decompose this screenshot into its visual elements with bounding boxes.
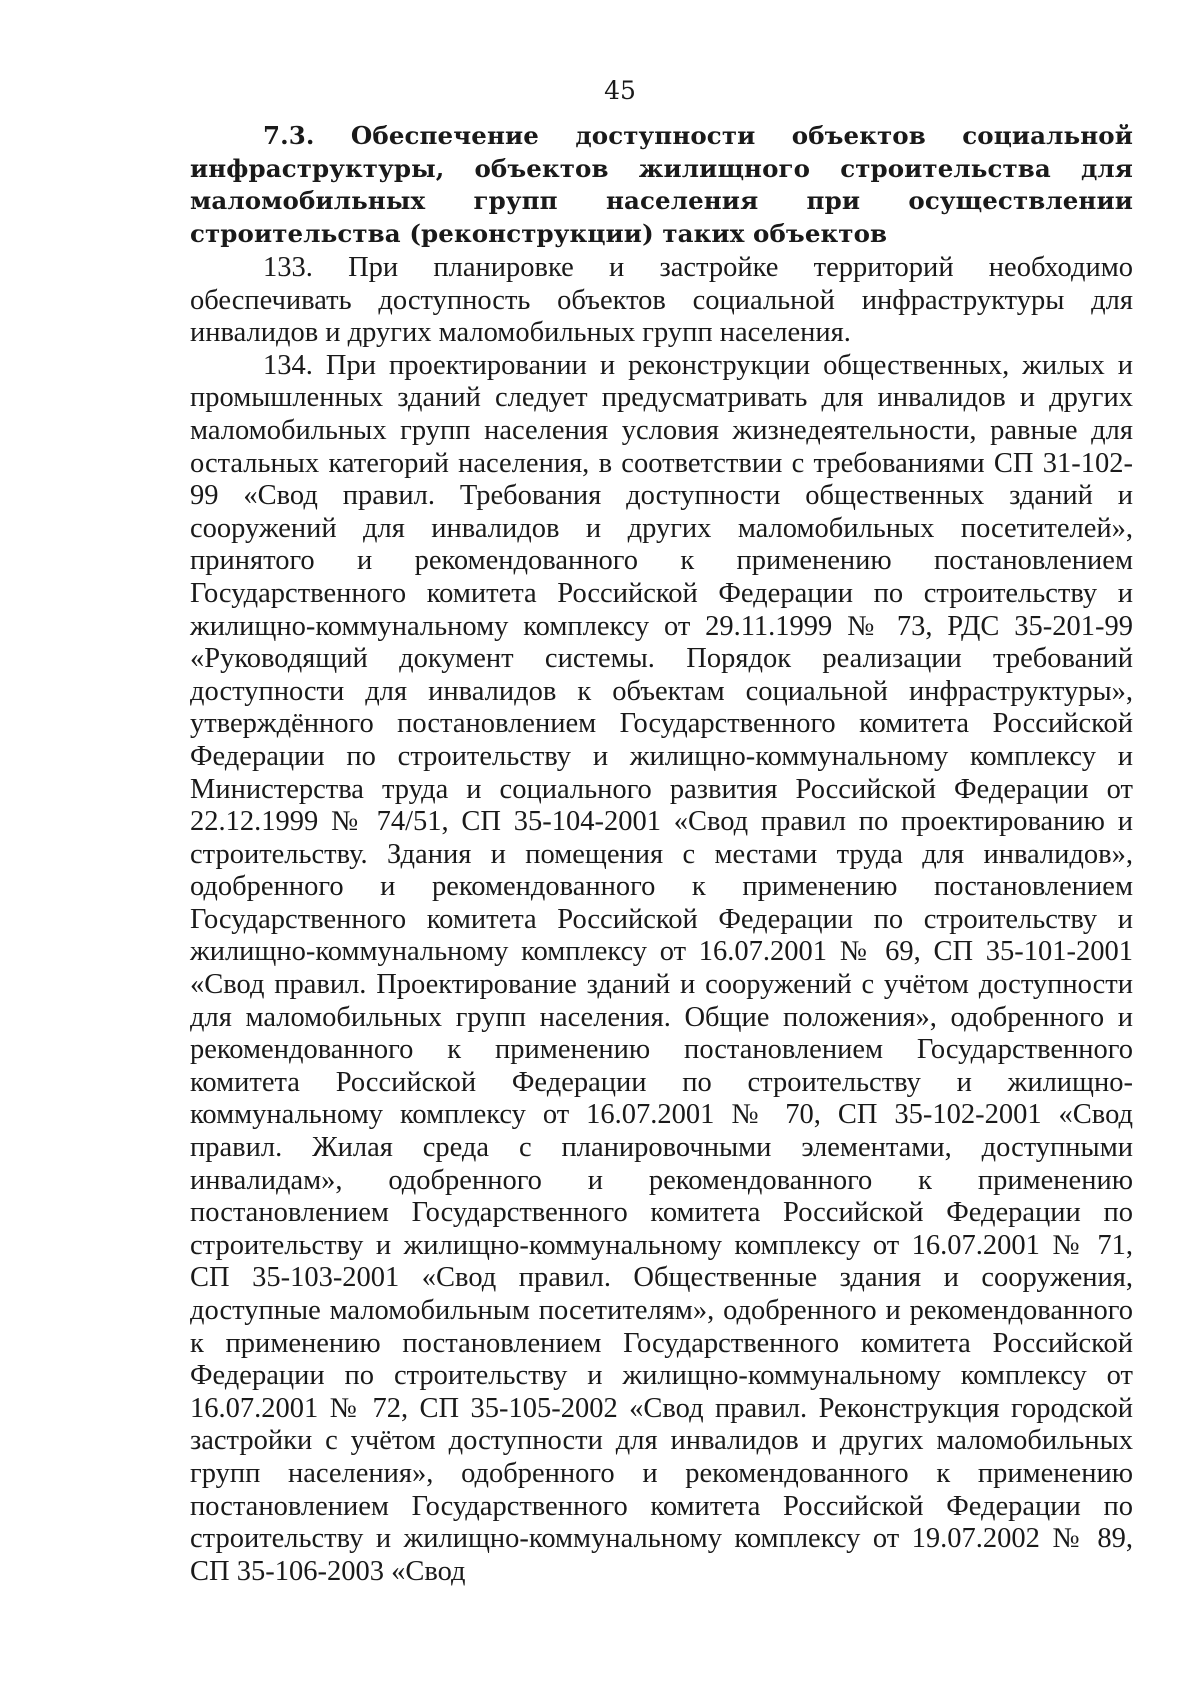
section-heading: 7.3. Обеспечение доступности объектов социальной инфраструктуры, объектов жилищного строительства для маломобильных групп населения при осуществлении строительства (реконструкции) таких объектов [190,121,1133,248]
paragraph-133: 133. При планировке и застройке территорий необходимо обеспечивать доступность объектов социальной инфраструктуры для инвалидов и других маломобильных групп населения. [190,252,1133,349]
page-number: 45 [604,76,636,105]
page-content [190,120,1133,1588]
paragraph-134: 134. При проектировании и реконструкции общественных, жилых и промышленных зданий следует предусматривать для инвалидов и других маломобильных групп населения условия жизнедеятельности, равные для остальных категорий населения, в соответствии с требованиями СП 31-102-99 «Свод правил. Требования доступности общественных зданий и сооружений для инвалидов и других маломобильных посетителей», принятого и рекомендованного к применению постановлением Государственного комитета Российской Федерации по строительству и жилищно-коммунальному комплексу от 29.11.1999 № 73, РДС 35-201-99 «Руководящий документ системы. Порядок реализации требований доступности для инвалидов к объектам социальной инфраструктуры», утверждённого постановлением Государственного комитета Российской Федерации по строительству и жилищно-коммунальному комплексу и Министерства труда и социального развития Российской Федерации от 22.12.1999 № 74/51, СП 35-104-2001 «Свод правил по проектированию и строительству. Здания и помещения с местами труда для инвалидов», одобренного и рекомендованного к применению постановлением Государственного комитета Российской Федерации по строительству и жилищно-коммунальному комплексу от 16.07.2001 № 69, СП 35-101-2001 «Свод правил. Проектирование зданий и сооружений с учётом доступности для маломобильных групп населения. Общие положения», одобренного и рекомендованного к применению постановлением Государственного комитета Российской Федерации по строительству и жилищно-коммунальному комплексу от 16.07.2001 № 70, СП 35-102-2001 «Свод правил. Жилая среда с планировочными элементами, доступными инвалидам», одобренного и рекомендованного к применению постановлением Государственного комитета Российской Федерации по строительству и жилищно-коммунальному комплексу от 16.07.2001 № 71, СП 35-103-2001 «Свод правил. Общественные здания и сооружения, доступные маломобильным посетителям», одобренного и рекомендованного к применению постановлением Государственного комитета Российской Федерации по строительству и жилищно-коммунальному комплексу от 16.07.2001 № 72, СП 35-105-2002 «Свод правил. Реконструкция городской застройки с учётом доступности для инвалидов и других маломобильных групп населения», одобренного и рекомендованного к применению постановлением Государственного комитета Российской Федерации по строительству и жилищно-коммунальному комплексу от 19.07.2002 № 89, СП 35-106-2003 «Свод [190,349,1133,1587]
